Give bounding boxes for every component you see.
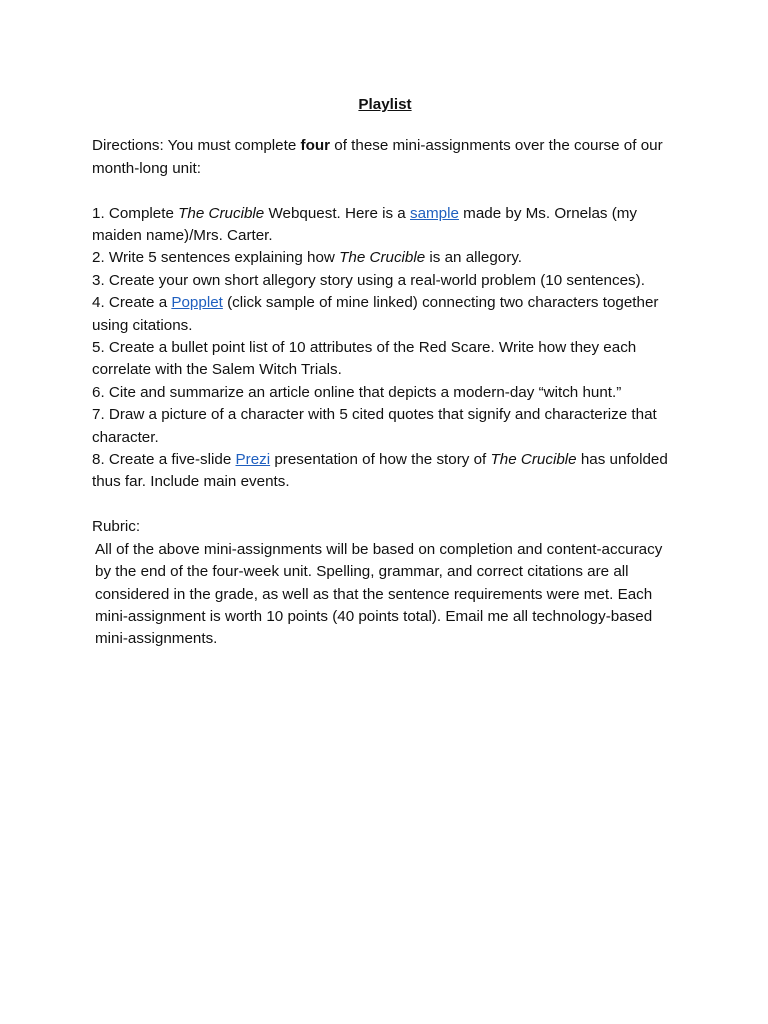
page-title: Playlist <box>358 96 412 113</box>
directions-paragraph <box>92 135 682 180</box>
rubric-heading: Rubric: <box>92 518 141 536</box>
item-8-text: 8. Create a five-slide <box>92 451 236 469</box>
item-8-title: The Crucible <box>490 451 577 469</box>
item-2-text-b: is an allegory. <box>425 249 523 267</box>
spacer <box>92 180 682 202</box>
directions-prefix: Directions: You must complete <box>92 137 301 155</box>
item-2-title: The Crucible <box>339 249 426 267</box>
list-item <box>92 203 682 248</box>
rubric-paragraph: All of the above mini-assignments will be based on completion and content-accuracy by the end of the four-week unit. Spelling, grammar, and correct citations are all considered in the grade, as well as that the sentence requirements were met. Each mini-assignment is worth 10 points (40 points total). Email me all technology-based mini-assignments. <box>95 540 663 648</box>
prezi-link[interactable]: Prezi <box>235 451 271 469</box>
item-8-text-b: presentation of how the story of <box>270 451 491 469</box>
list-item <box>92 449 682 494</box>
popplet-link[interactable]: Popplet <box>171 294 223 312</box>
list-item: 6. Cite and summarize an article online that depicts a modern-day “witch hunt.” <box>92 383 622 401</box>
spacer <box>92 494 682 516</box>
item-1-title: The Crucible <box>178 204 265 222</box>
list-item: 5. Create a bullet point list of 10 attributes of the Red Scare. Write how they each correlate with the Salem Witch Trials. <box>92 339 637 379</box>
item-4-text-b: (click sample of mine linked) connecting two characters together using citations. <box>92 294 659 334</box>
list-item <box>92 247 682 269</box>
item-2-text: 2. Write 5 sentences explaining how <box>92 249 340 267</box>
list-item <box>92 292 682 337</box>
list-item: 7. Draw a picture of a character with 5 cited quotes that signify and characterize that character. <box>92 406 657 446</box>
item-1-text-c: made by Ms. Ornelas (my maiden name)/Mrs. Carter. <box>92 204 638 245</box>
item-4-text: 4. Create a <box>92 294 172 312</box>
sample-link[interactable]: sample <box>409 204 459 222</box>
directions-suffix: of these mini-assignments over the course of our month-long unit: <box>92 137 663 177</box>
item-1-text: 1. Complete <box>92 204 179 222</box>
directions-bold: four <box>300 137 331 155</box>
item-8-text-c: has unfolded thus far. Include main events. <box>92 451 668 491</box>
document-body <box>92 94 682 651</box>
item-1-text-b: Webquest. Here is a <box>264 204 410 222</box>
list-item: 3. Create your own short allegory story using a real-world problem (10 sentences). <box>92 271 645 289</box>
